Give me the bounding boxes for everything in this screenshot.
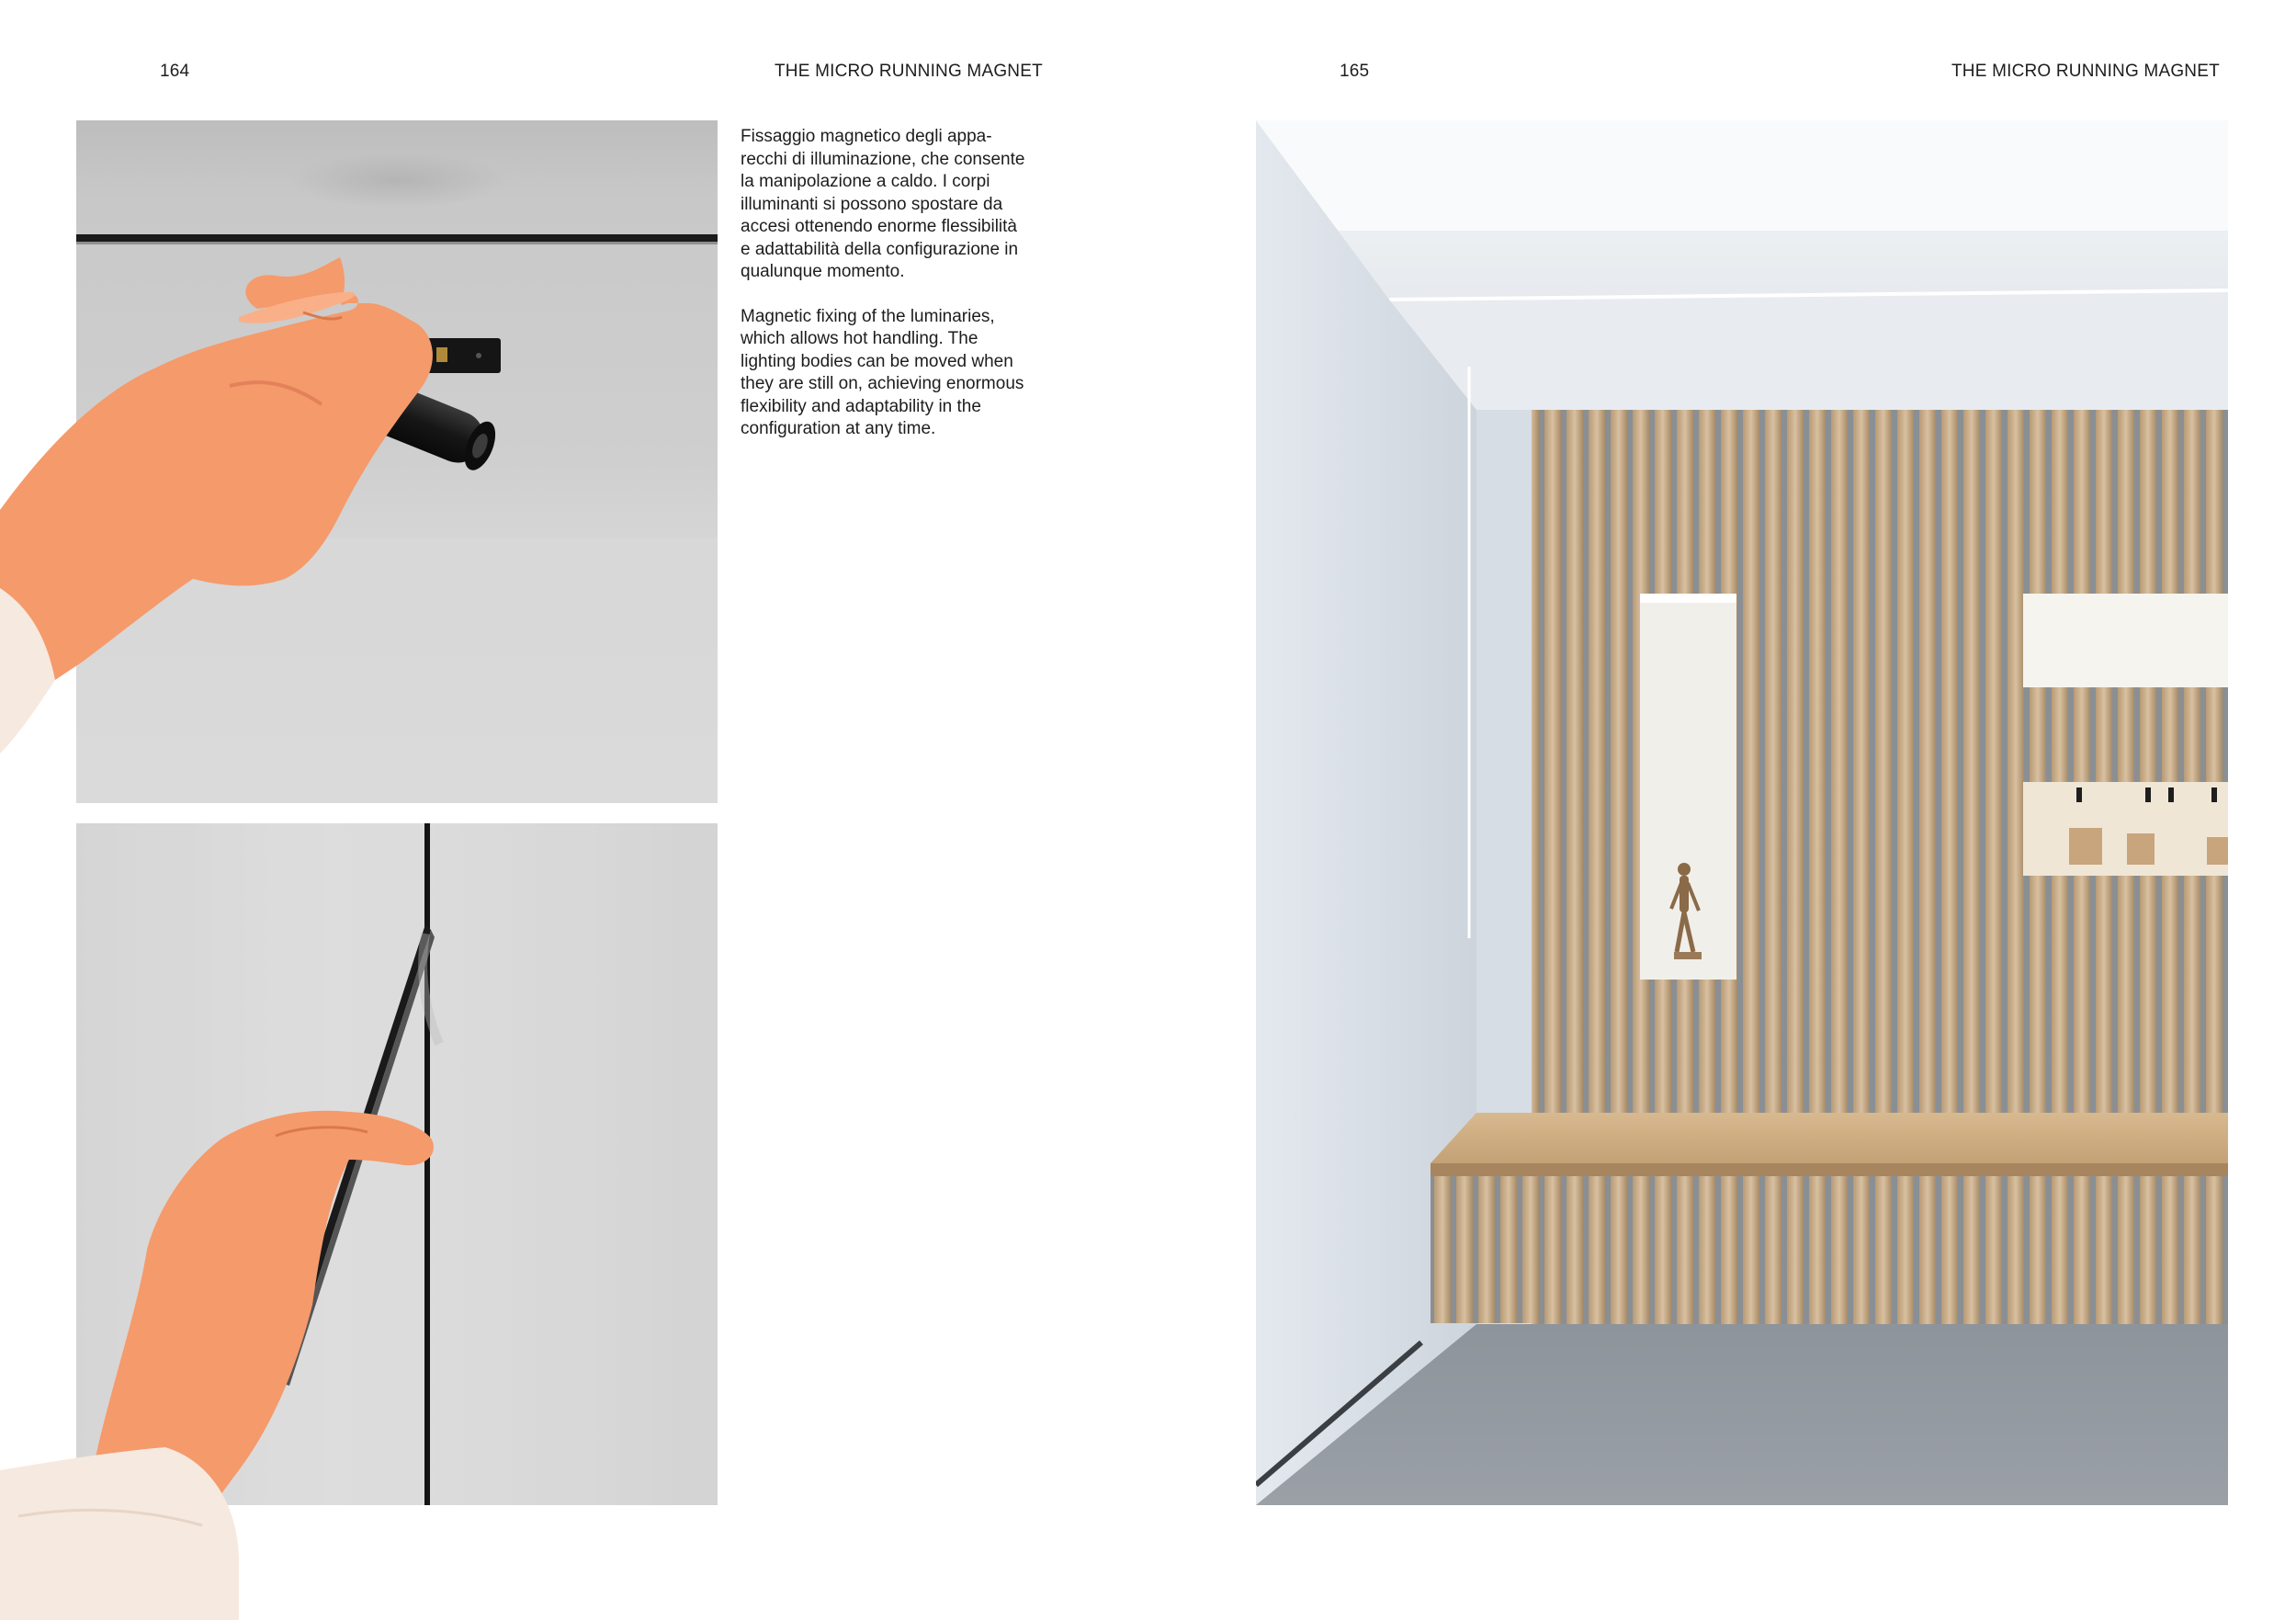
body-text-english: Magnetic fixing of the luminaries, which allows hot handling. The lighting bodies can be moved when they are still on, achieving enormous flexibility and adaptability in the configuration at any time. <box>741 306 1024 438</box>
spotlight-cylinder <box>335 368 501 474</box>
sleeve-top <box>0 588 55 753</box>
wooden-bench <box>1431 1113 2228 1168</box>
photo-wall-profile <box>76 823 718 1505</box>
ceiling-track <box>76 234 718 242</box>
page-number-left: 164 <box>160 62 190 81</box>
upper-niche <box>2023 594 2228 687</box>
spotlight-illustration <box>76 120 718 803</box>
photo-interior-wood-slats <box>1256 120 2228 1505</box>
running-title-right: THE MICRO RUNNING MAGNET <box>1951 62 2220 81</box>
page-number-right: 165 <box>1340 62 1370 81</box>
display-niche <box>2023 782 2228 876</box>
wall-track-illustration <box>76 823 718 1505</box>
body-copy <box>741 126 1071 463</box>
room-illustration <box>1256 120 2228 1505</box>
running-title-left: THE MICRO RUNNING MAGNET <box>775 62 1043 81</box>
body-text-italian: Fissaggio magnetico degli appa- recchi di illuminazione, che consente la manipolazione a caldo. I corpi illuminanti si possono spostare da accesi ottenendo enorme flessibilità e adattabilità della configurazione in qualunque momento. <box>741 127 1025 281</box>
photo-spotlight-ceiling-track <box>76 120 718 803</box>
